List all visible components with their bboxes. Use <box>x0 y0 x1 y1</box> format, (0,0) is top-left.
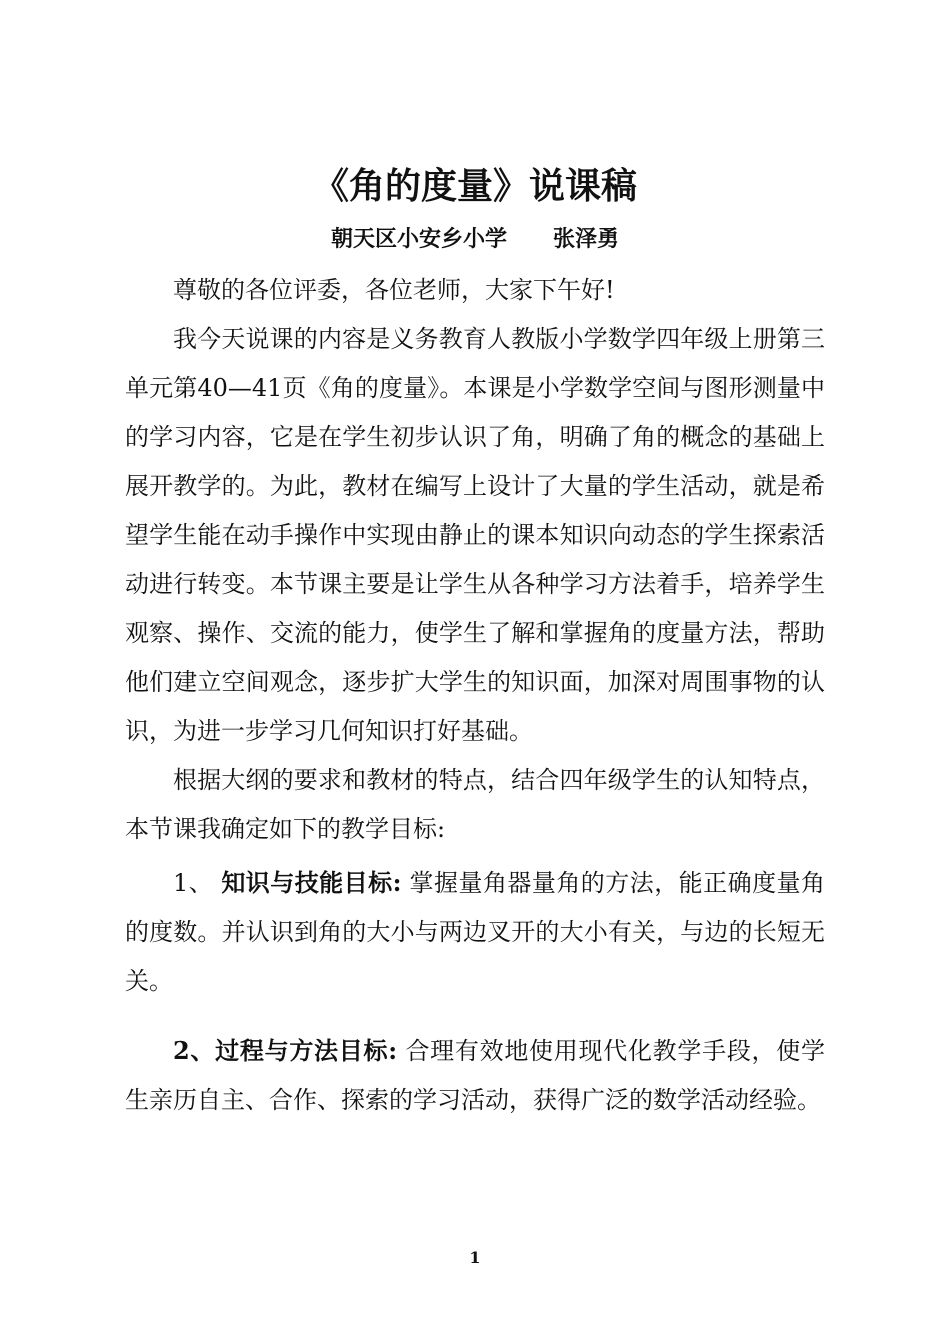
objective-knowledge <box>125 858 825 1006</box>
objective-text: 合理有效地使用现代化教学手段，使学生亲历自主、合作、探索的学习活动，获得广泛的数学活动经验。 <box>125 1037 826 1114</box>
document-title: 《角的度量》说课稿 <box>312 166 637 207</box>
page-number: 1 <box>469 1248 481 1267</box>
intro-paragraph: 我今天说课的内容是义务教育人教版小学数学四年级上册第三单元第40—41页《角的度量》。本课是小学数学空间与图形测量中的学习内容，它是在学生初步认识了角，明确了角的概念的基础上展开教学的。为此，教材在编写上设计了大量的学生活动，就是希望学生能在动手操作中实现由静止的课本知识向动态的学生探索活动进行转变。本节课主要是让学生从各种学习方法着手，培养学生观察、操作、交流的能力，使学生了解和掌握角的度量方法，帮助他们建立空间观念，逐步扩大学生的知识面，加深对周围事物的认识，为进一步学习几何知识打好基础。 <box>125 325 825 745</box>
objective-number: 2、 <box>173 1036 216 1065</box>
objective-process <box>125 1026 825 1125</box>
greeting-paragraph: 尊敬的各位评委，各位老师，大家下午好! <box>173 276 615 304</box>
document-body <box>125 266 825 1125</box>
goals-intro-paragraph: 根据大纲的要求和教材的特点，结合四年级学生的认知特点，本节课我确定如下的教学目标: <box>125 766 825 843</box>
objective-heading: 过程与方法目标: <box>215 1036 398 1065</box>
objective-heading: 知识与技能目标: <box>221 868 402 897</box>
objective-number: 1、 <box>173 869 214 897</box>
objective-text: 掌握量角器量角的方法，能正确度量角的度数。并认识到角的大小与两边叉开的大小有关，与边的长短无关。 <box>125 869 825 995</box>
author-byline: 朝天区小安乡小学 张泽勇 <box>331 226 619 252</box>
